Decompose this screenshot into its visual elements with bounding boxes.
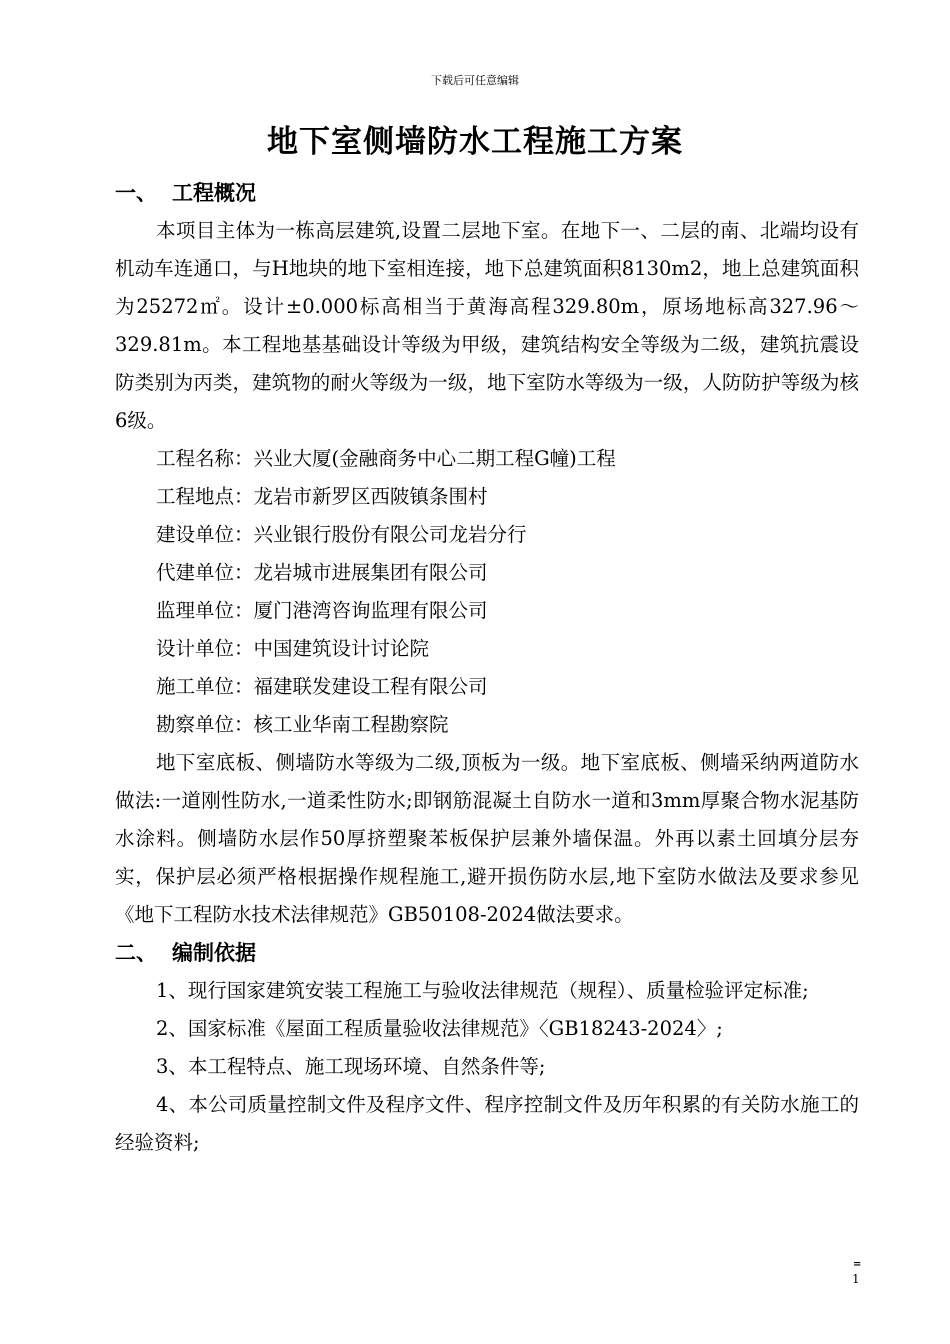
footer-mark: =	[853, 1259, 862, 1270]
info-line-designer: 设计单位：中国建筑设计讨论院	[156, 637, 430, 660]
basis-item: 1、现行国家建筑安装工程施工与验收法律规范（规程）、质量检验评定标准;	[156, 979, 809, 1002]
info-line-surveyor: 勘察单位：核工业华南工程勘察院	[156, 713, 449, 736]
info-line-project-name: 工程名称：兴业大厦(金融商务中心二期工程G幢)工程	[156, 447, 616, 470]
basis-item: 3、本工程特点、施工现场环境、自然条件等;	[156, 1055, 546, 1078]
section-number: 一、	[115, 181, 157, 205]
page-number: 1	[852, 1272, 860, 1286]
document-body	[115, 174, 859, 1162]
info-line-supervisor: 监理单位：厦门港湾咨询监理有限公司	[156, 599, 488, 622]
waterproof-paragraph: 地下室底板、侧墙防水等级为二级,顶板为一级。地下室底板、侧墙采纳两道防水做法:一道刚性防水,一道柔性防水;即钢筋混凝土自防水一道和3mm厚聚合物水泥基防水涂料。侧墙防水层作50厚挤塑聚苯板保护层兼外墙保温。外再以素土回填分层夯实，保护层必须严格根据操作规程施工,避开损伤防水层,地下室防水做法及要求参见《地下工程防水技术法律规范》GB50108-2024做法要求。	[115, 751, 859, 926]
document-title: 地下室侧墙防水工程施工方案	[267, 124, 683, 160]
basis-item: 2、国家标准《屋面工程质量验收法律规范》〈GB18243-2024〉;	[156, 1017, 723, 1040]
info-line-contractor: 施工单位：福建联发建设工程有限公司	[156, 675, 488, 698]
section-title: 编制依据	[172, 941, 256, 965]
section-heading-basis	[115, 934, 859, 972]
section-heading-overview	[115, 174, 859, 212]
basis-item: 4、本公司质量控制文件及程序文件、程序控制文件及历年积累的有关防水施工的经验资料;	[115, 1093, 859, 1154]
info-line-agent-builder: 代建单位：龙岩城市进展集团有限公司	[156, 561, 488, 584]
info-line-project-location: 工程地点：龙岩市新罗区西陂镇条围村	[156, 485, 488, 508]
section-title: 工程概况	[172, 181, 256, 205]
section-number: 二、	[115, 941, 157, 965]
info-line-owner: 建设单位：兴业银行股份有限公司龙岩分行	[156, 523, 527, 546]
header-note: 下载后可任意编辑	[431, 74, 519, 87]
overview-paragraph: 本项目主体为一栋高层建筑,设置二层地下室。在地下一、二层的南、北端均设有机动车连通口，与H地块的地下室相连接，地下总建筑面积8130m2，地上总建筑面积为25272㎡。设计±0.000标高相当于黄海高程329.80m，原场地标高327.96～329.81m。本工程地基基础设计等级为甲级，建筑结构安全等级为二级，建筑抗震设防类别为丙类，建筑物的耐火等级为一级，地下室防水等级为一级，人防防护等级为核6级。	[115, 219, 859, 432]
